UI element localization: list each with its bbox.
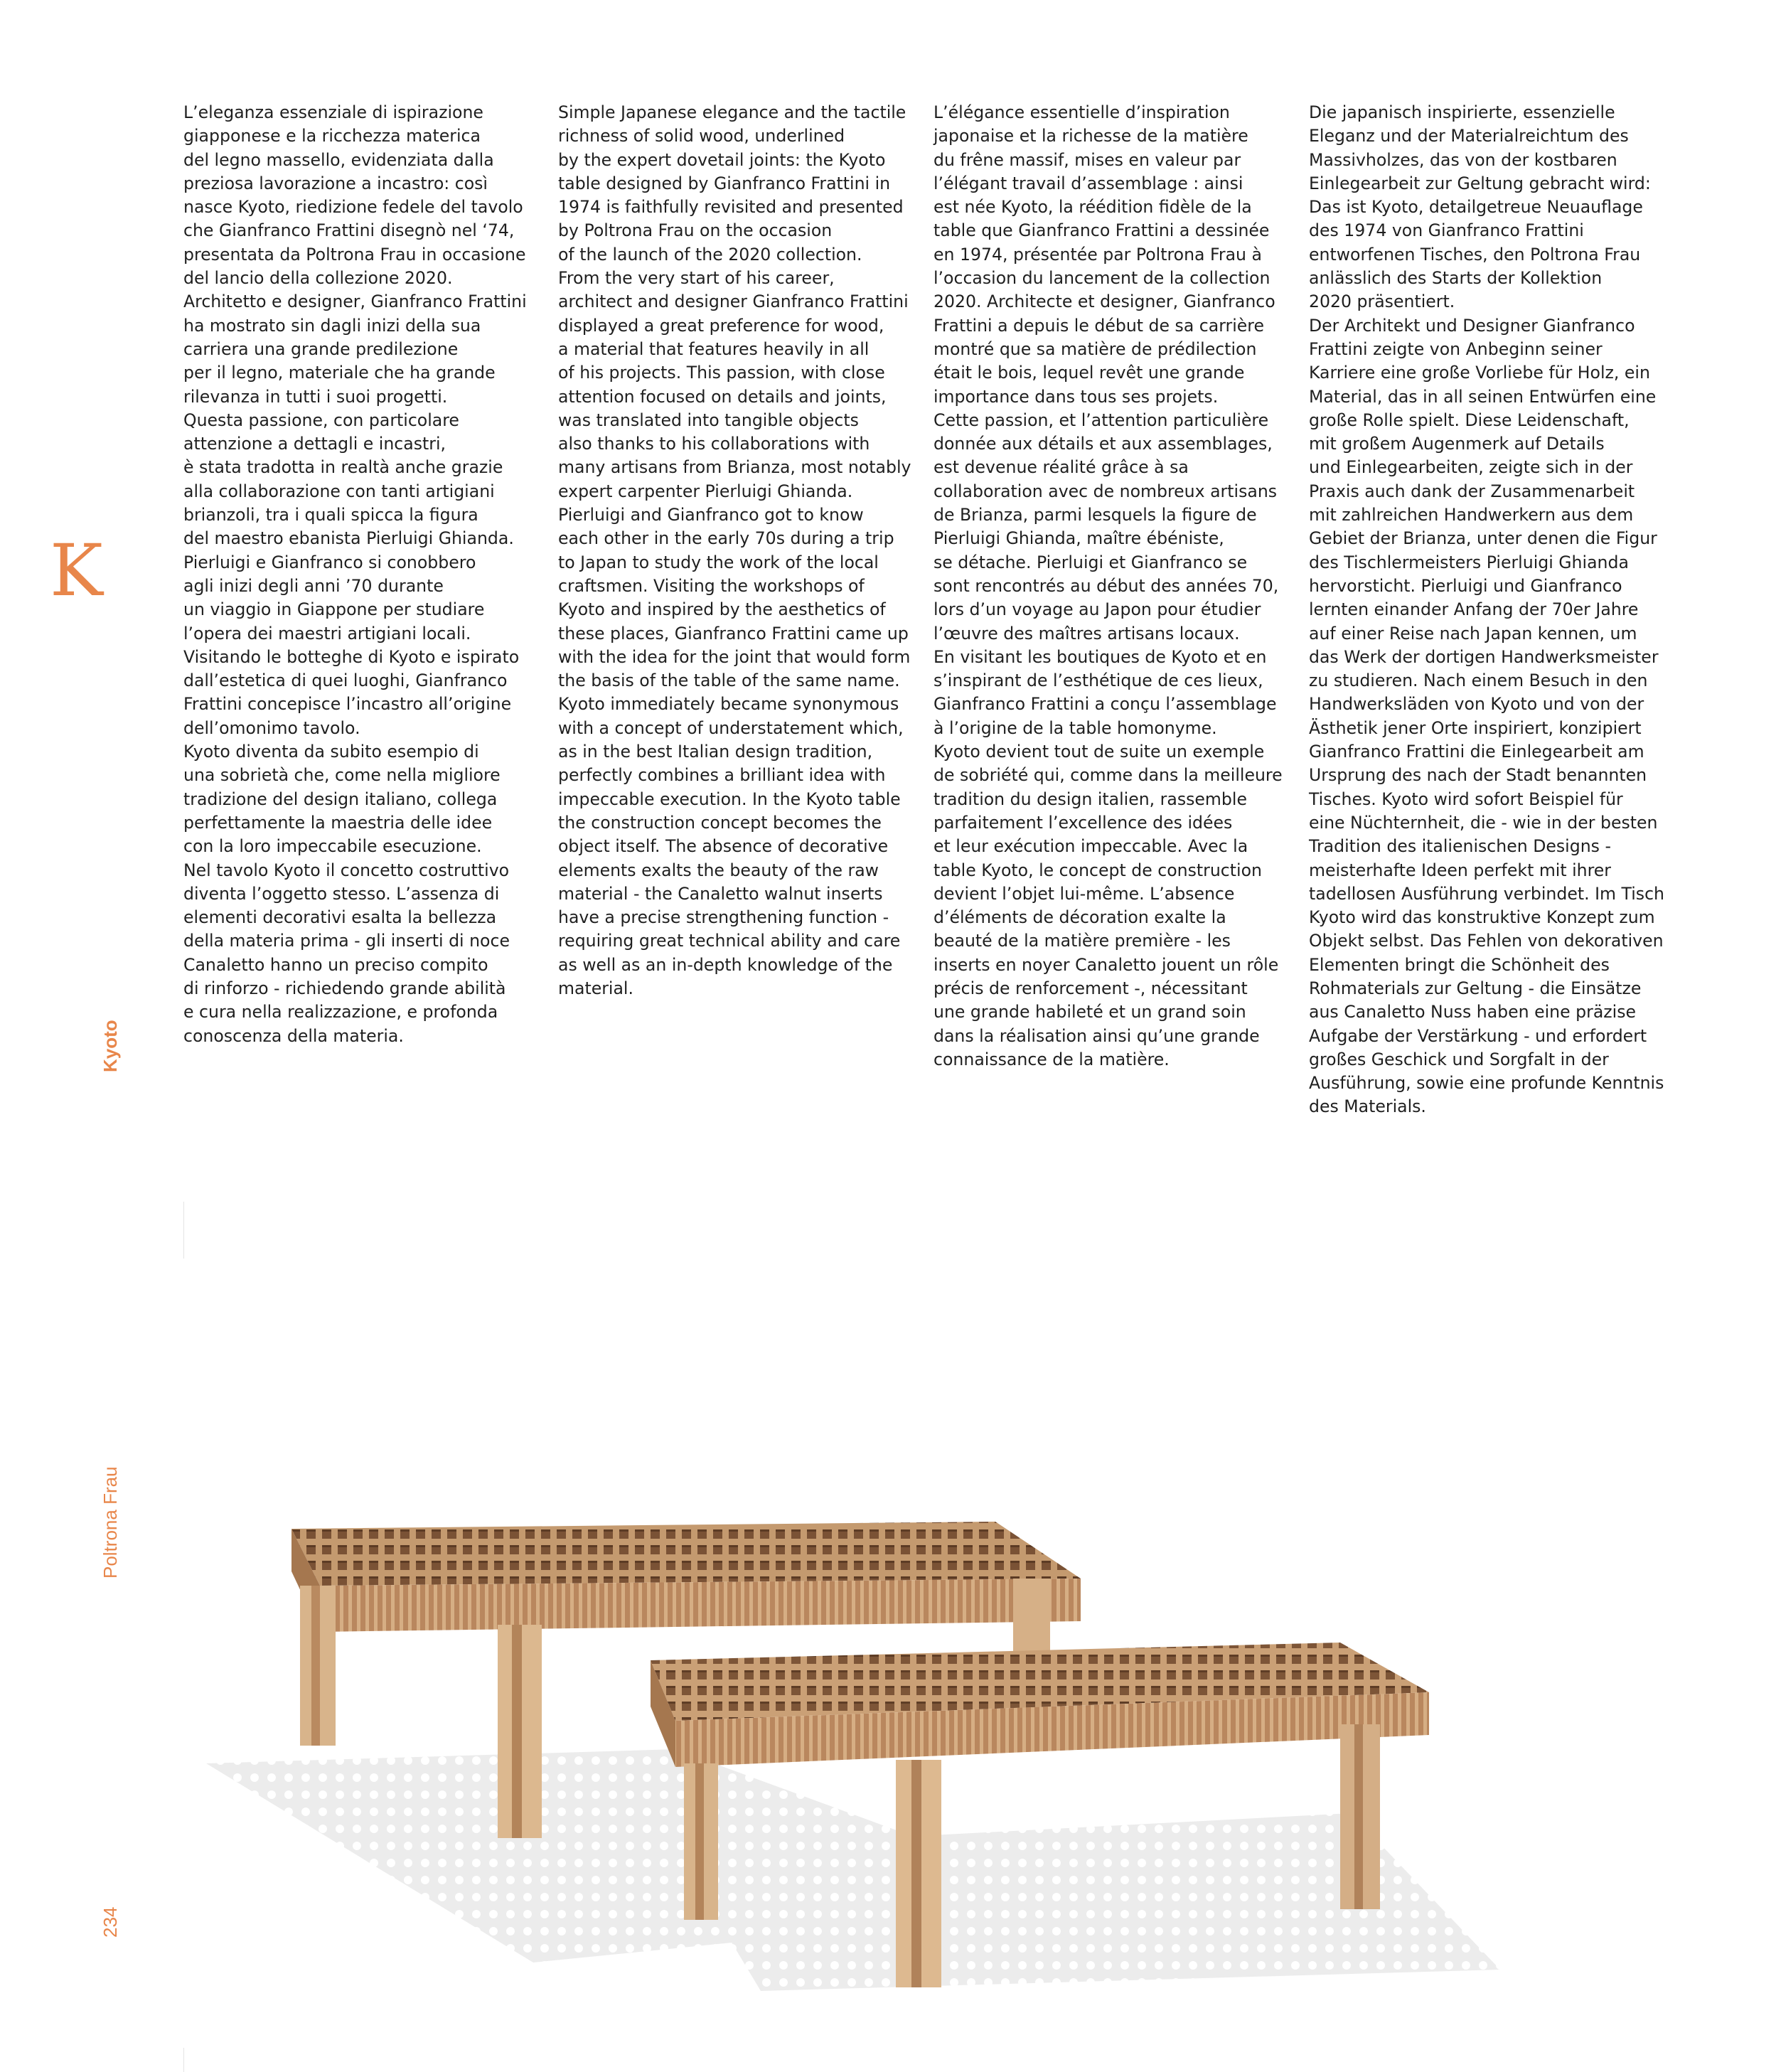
page-number: 234: [100, 1906, 121, 1938]
text-column-german: Die japanisch inspirierte, essenzielle Eleganz und der Materialreichtum des Massivholzes, das von der kostbaren Einlegearbeit zur Geltung gebracht wird: Das ist Kyoto, detailgetreue Neuauflage des 1974 von Gianfranco Frattini entworfenen Tisches, den Poltrona Frau anlässlich des Starts der Kollektion 2020 präsentiert. Der Architekt und Designer Gianfranco Frattini zeigte von Anbeginn seiner Karriere eine große Vorliebe für Holz, ein Material, das in all seinen Entwürfen eine große Rolle spielt. Diese Leidenschaft, mit großem Augenmerk auf Details und Einlegearbeiten, zeigte sich in der Praxis auch dank der Zusammenarbeit mit zahlreichen Handwerkern aus dem Gebiet der Brianza, unter denen die Figur des Tischlermeisters Pierluigi Ghianda hervorsticht. Pierluigi und Gianfranco lernten einander Anfang der 70er Jahre auf einer Reise nach Japan kennen, um das Werk der dortigen Handwerksmeister zu studieren. Nach einem Besuch in den Handwerksläden von Kyoto und von der Ästhetik jener Orte inspiriert, konzipiert Gianfranco Frattini die Einlegearbeit am Ursprung des nach der Stadt benannten Tisches. Kyoto wird sofort Beispiel für eine Nüchternheit, die - wie in der besten Tradition des italienischen Designs - meisterhafte Ideen perfekt mit ihrer tadellosen Ausführung verbindet. Im Tisch Kyoto wird das konstruktive Konzept zum Objekt selbst. Das Fehlen von dekorativen Elementen bringt die Schönheit des Rohmaterials zur Geltung - die Einsätze aus Canaletto Nuss haben eine präzise Aufgabe der Verstärkung - und erfordert großes Geschick und Sorgfalt in der Ausführung, sowie eine profunde Kenntnis des Materials.: [1309, 102, 1664, 1117]
drop-initial: K: [50, 529, 103, 612]
divider: [183, 2048, 184, 2072]
divider: [183, 1202, 184, 1259]
kyoto-tables-photo: [178, 1479, 1543, 2005]
text-column-french: L’élégance essentielle d’inspiration japonaise et la richesse de la matière du frêne massif, mises en valeur par l’élégant travail d’assemblage : ainsi est née Kyoto, la réédition fidèle de la table que Gianfranco Frattini a dessinée en 1974, présentée par Poltrona Frau à l’occasion du lancement de la collection 2020. Architecte et designer, Gianfranco Frattini a depuis le début de sa carrière montré que sa matière de prédilection était le bois, lequel revêt une grande importance dans tous ses projets. Cette passion, et l’attention particulière donnée aux détails et aux assemblages, est devenue réalité grâce à sa collaboration avec de nombreux artisans de Brianza, parmi lesquels la figure de Pierluigi Ghianda, maître ébéniste, se détache. Pierluigi et Gianfranco se sont rencontrés au début des années 70, lors d’un voyage au Japon pour étudier l’œuvre des maîtres artisans locaux. En visitant les boutiques de Kyoto et en s’inspirant de l’esthétique de ces lieux, Gianfranco Frattini a conçu l’assemblage à l’origine de la table homonyme. Kyoto devient tout de suite un exemple de sobriété qui, comme dans la meilleure tradition du design italien, rassemble parfaitement l’excellence des idées et leur exécution impeccable. Avec la table Kyoto, le concept de construction devient l’objet lui-même. L’absence d’éléments de décoration exalte la beauté de la matière première - les inserts en noyer Canaletto jouent un rôle précis de renforcement -, nécessitant une grande habileté et un grand soin dans la réalisation ainsi qu’une grande connaissance de la matière.: [934, 102, 1283, 1069]
brand-label: Poltrona Frau: [100, 1466, 121, 1579]
text-column-english: Simple Japanese elegance and the tactile richness of solid wood, underlined by the expert dovetail joints: the Kyoto table designed by Gianfranco Frattini in 1974 is faithfully revisited and presented by Poltrona Frau on the occasion of the launch of the 2020 collection. From the very start of his career, architect and designer Gianfranco Frattini displayed a great preference for wood, a material that features heavily in all of his projects. This passion, with close attention focused on details and joints, was translated into tangible objects also thanks to his collaborations with many artisans from Brianza, most notably expert carpenter Pierluigi Ghianda. Pierluigi and Gianfranco got to know each other in the early 70s during a trip to Japan to study the work of the local craftsmen. Visiting the workshops of Kyoto and inspired by the aesthetics of these places, Gianfranco Frattini came up with the idea for the joint that would form the basis of the table of the same name. Kyoto immediately became synonymous with a concept of understatement which, as in the best Italian design tradition, perfectly combines a brilliant idea with impeccable execution. In the Kyoto table the construction concept becomes the object itself. The absence of decorative elements exalts the beauty of the raw material - the Canaletto walnut inserts have a precise strengthening function - requiring great technical ability and care as well as an in-depth knowledge of the material.: [558, 102, 911, 998]
text-column-italian: L’eleganza essenziale di ispirazione giapponese e la ricchezza materica del legno massello, evidenziata dalla preziosa lavorazione a incastro: così nasce Kyoto, riedizione fedele del tavolo che Gianfranco Frattini disegnò nel ‘74, presentata da Poltrona Frau in occasione del lancio della collezione 2020. Architetto e designer, Gianfranco Frattini ha mostrato sin dagli inizi della sua carriera una grande predilezione per il legno, materiale che ha grande rilevanza in tutti i suoi progetti. Questa passione, con particolare attenzione a dettagli e incastri, è stata tradotta in realtà anche grazie alla collaborazione con tanti artigiani brianzoli, tra i quali spicca la figura del maestro ebanista Pierluigi Ghianda. Pierluigi e Gianfranco si conobbero agli inizi degli anni ’70 durante un viaggio in Giappone per studiare l’opera dei maestri artigiani locali. Visitando le botteghe di Kyoto e ispirato dall’estetica di quei luoghi, Gianfranco Frattini concepisce l’incastro all’origine dell’omonimo tavolo. Kyoto diventa da subito esempio di una sobrietà che, come nella migliore tradizione del design italiano, collega perfettamente la maestria delle idee con la loro impeccabile esecuzione. Nel tavolo Kyoto il concetto costruttivo diventa l’oggetto stesso. L’assenza di elementi decorativi esalta la bellezza della materia prima - gli inserti di noce Canaletto hanno un preciso compito di rinforzo - richiedendo grande abilità e cura nella realizzazione, e profonda conoscenza della materia.: [183, 102, 527, 1046]
section-label: Kyoto: [100, 1020, 121, 1072]
